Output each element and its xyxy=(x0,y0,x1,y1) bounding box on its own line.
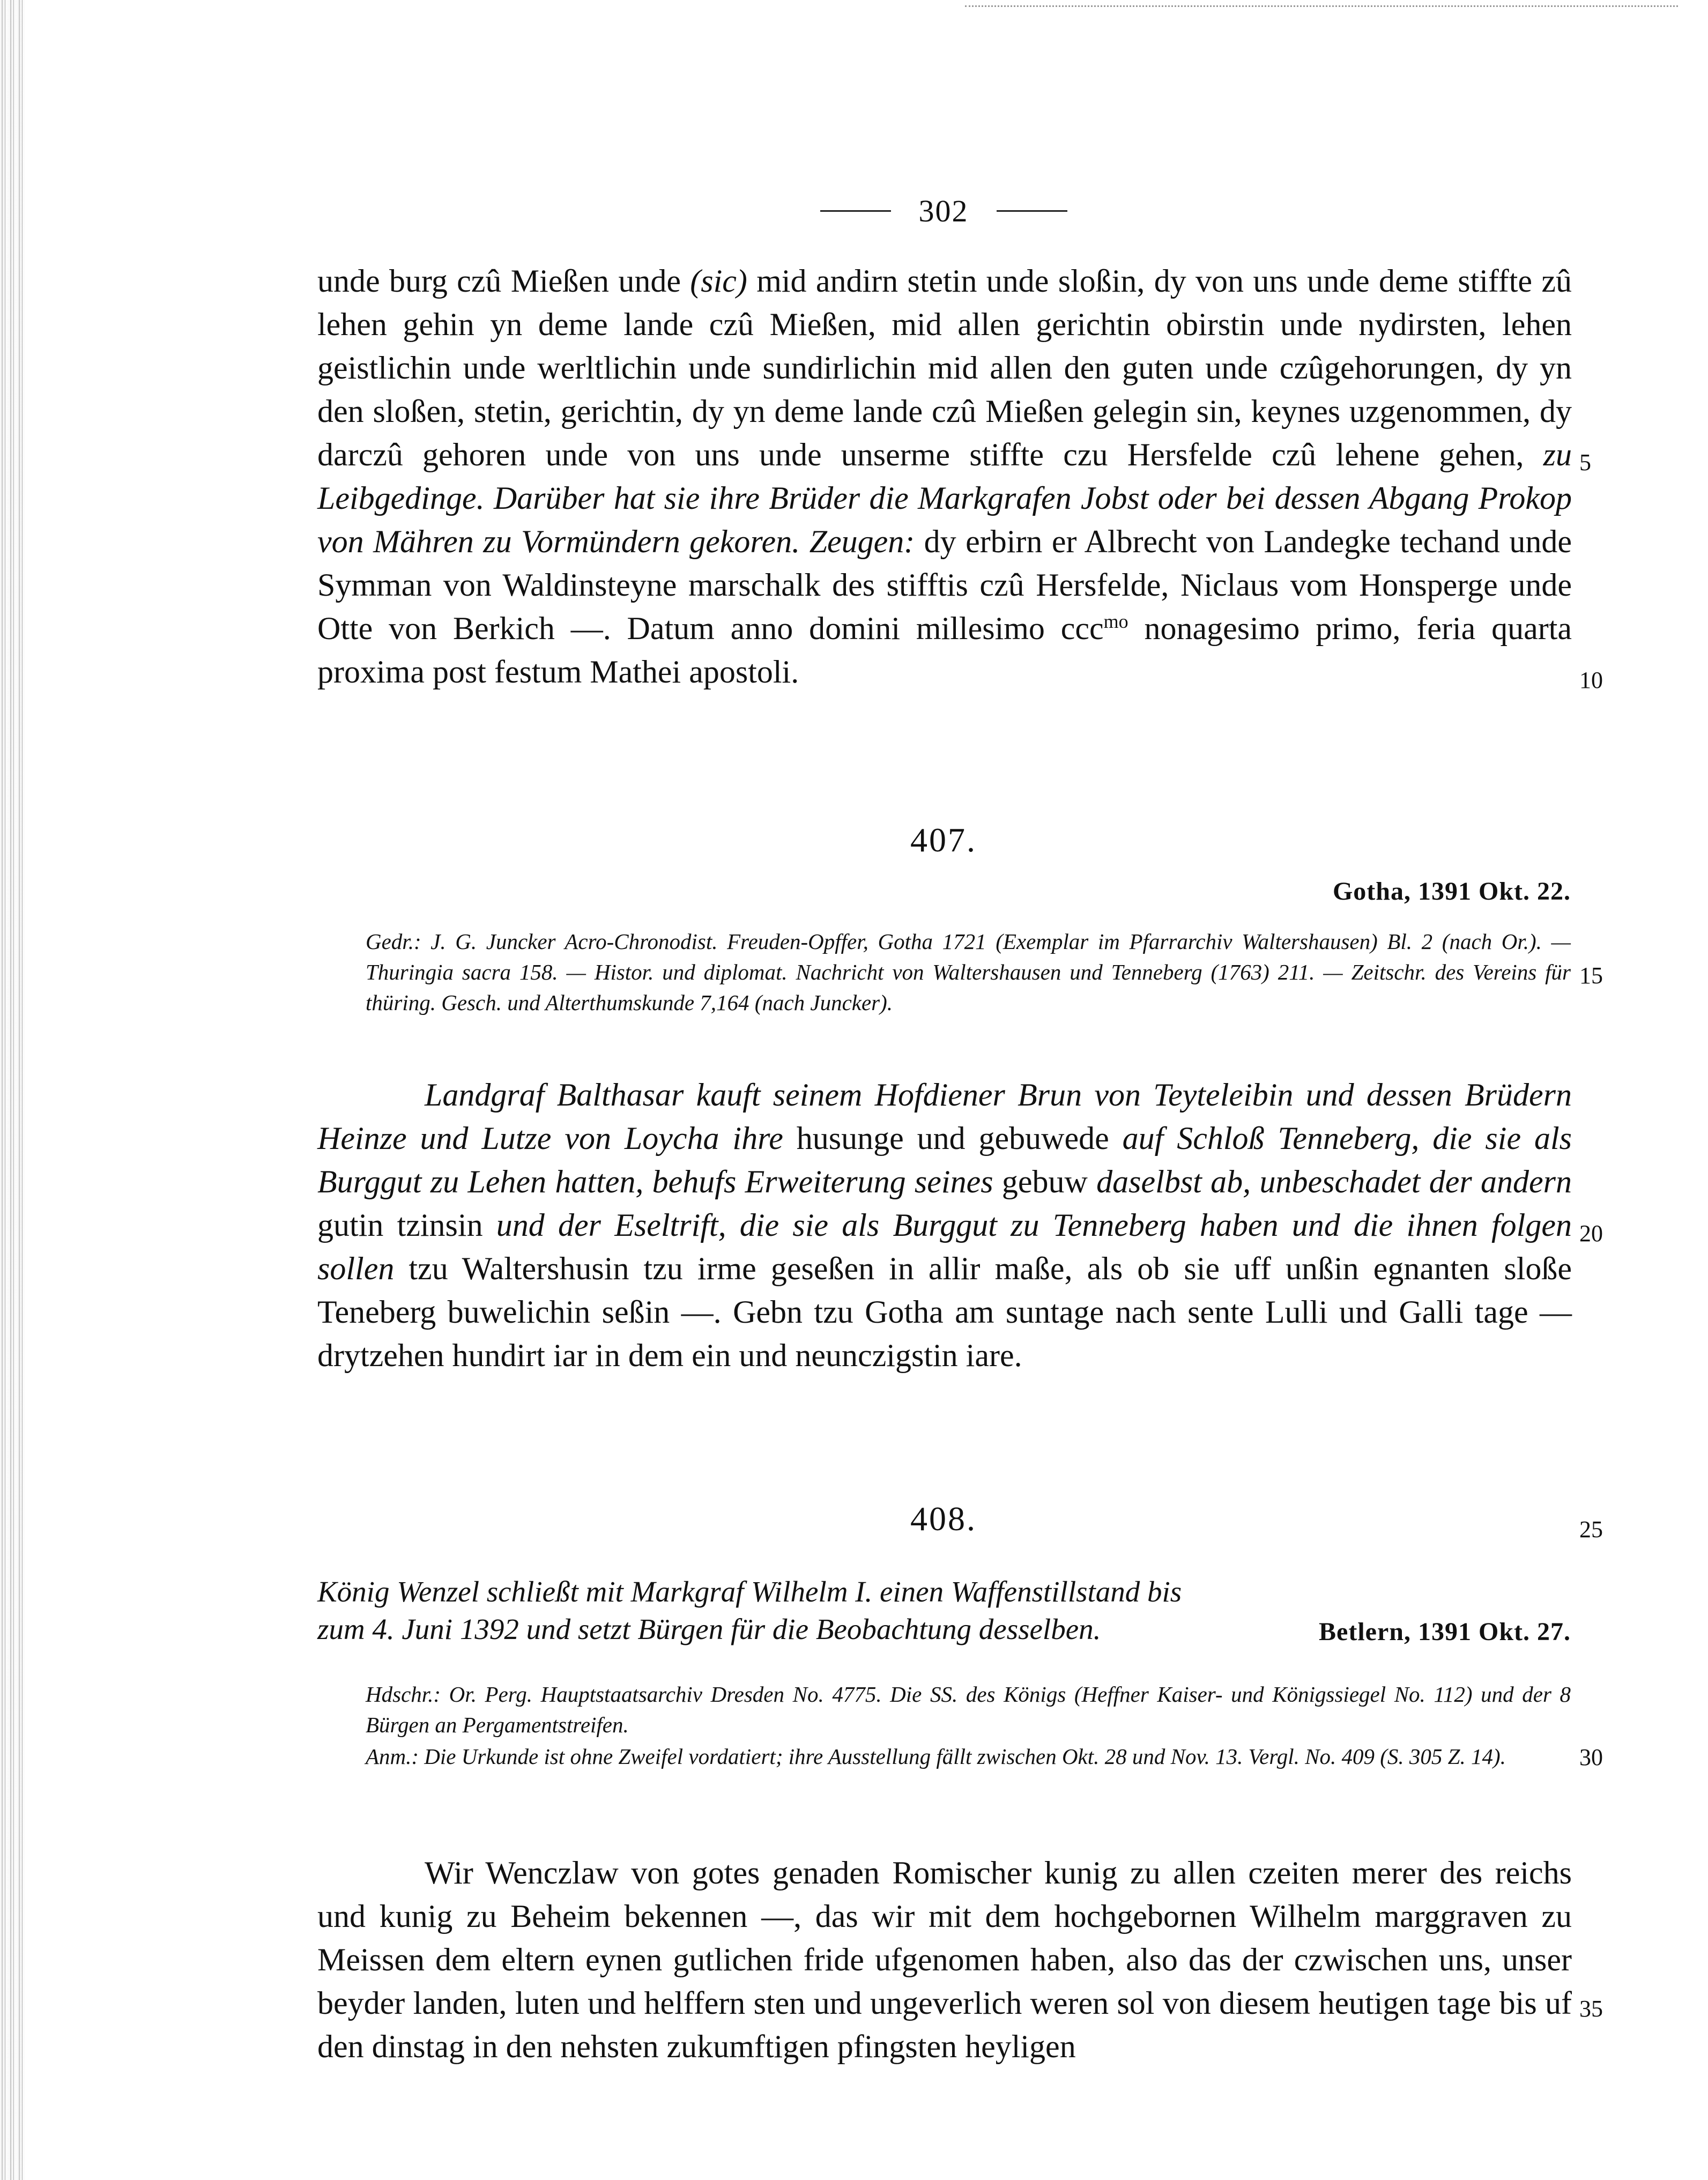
line-number-25: 25 xyxy=(1579,1516,1603,1543)
superscript-mo: mo xyxy=(1103,611,1128,632)
sic-marker: (sic) xyxy=(690,263,747,299)
header-dash-left xyxy=(820,210,891,212)
german-note-run: auf Schloß Tenneberg, die sie als Burggut zu Lehen hatten, behufs Erweiterung seines xyxy=(317,1121,1572,1199)
text-run: gutin tzinsin xyxy=(317,1207,496,1243)
german-note-run: daselbst ab, unbeschadet der andern xyxy=(1096,1164,1572,1199)
text-run: nonagesimo primo, feria quarta proxima post festum Mathei apostoli. xyxy=(317,611,1572,689)
document-number-407: 407. xyxy=(910,821,977,859)
text-run: dy erbirn er Albrecht von Landegke techand unde Symman von Waldinsteyne marschalk des stifftis czû Hersfelde, Niclaus vom Honsperge unde Otte von Berkich —. Datum anno domini millesimo ccc xyxy=(317,524,1572,646)
summary-408: König Wenzel schließt mit Markgraf Wilhelm I. einen Waffenstillstand bis zum 4. Juni 1392 und setzt Bürgen für die Beobachtung desselben. xyxy=(317,1575,1182,1645)
text-run: mid andirn stetin unde sloßin, dy von uns unde deme stiffte zû lehen gehin yn deme lande czû Mießen, mid allen gerichtin obirstin unde nydirsten, lehen geistlichin unde werltlichin unde sundirlichin mid allen den guten unde czûgehorungen, dy yn den sloßen, stetin, gerichtin, dy yn deme lande czû Mießen gelegin sin, keynes uzgenommen, dy darczû gehoren unde von uns unde unserme stiffte czu Hersfelde czû lehene gehen, xyxy=(317,263,1572,472)
body-paragraph-408: Wir Wenczlaw von gotes genaden Romischer kunig zu allen czeiten merer des reichs und kunig zu Beheim bekennen —, das wir mit dem hochgebornen Wilhelm marggraven zu Meissen dem eltern eynen gutlichen fride ufgenomen haben, also das der czwischen uns, unser beyder landen, luten und helffern sten und ungeverlich weren sol von diesem heutigen tage bis uf den dinstag in den nehsten zukumftigen pfingsten heyligen xyxy=(317,1855,1572,2064)
top-edge-rule xyxy=(965,5,1678,7)
book-binding-edge xyxy=(0,0,25,2180)
german-note-run: und der Eseltrift, die sie als Burggut zu Tenneberg haben und die ihnen folgen sollen xyxy=(317,1207,1572,1286)
text-run: husunge und gebuwede xyxy=(783,1121,1123,1156)
document-number-408: 408. xyxy=(910,1500,977,1538)
line-number-20: 20 xyxy=(1579,1220,1603,1247)
line-number-5: 5 xyxy=(1579,449,1591,476)
line-number-30: 30 xyxy=(1579,1744,1603,1770)
line-number-15: 15 xyxy=(1579,962,1603,989)
german-note-run: Landgraf Balthasar kauft seinem Hofdiener Brun von Teyteleibin und dessen Brüdern Heinze und Lutze von Loycha ihre xyxy=(317,1077,1572,1156)
place-date-407: Gotha, 1391 Okt. 22. xyxy=(1332,877,1571,906)
page-number: 302 xyxy=(918,193,969,228)
continuation-paragraph xyxy=(317,259,1572,694)
german-note-run: zu Leibgedinge. Darüber hat sie ihre Brüder die Markgrafen Jobst oder bei dessen Abgang Prokop von Mähren zu Vormündern gekoren. Zeugen: xyxy=(317,437,1572,559)
manuscript-note-408: Hdschr.: Or. Perg. Hauptstaatsarchiv Dresden No. 4775. Die SS. des Königs (Heffner Kaiser- und Königssiegel No. 112) und der 8 Bürgen an Pergamentstreifen. xyxy=(366,1682,1571,1737)
print-note-407: Gedr.: J. G. Juncker Acro-Chronodist. Freuden-Opffer, Gotha 1721 (Exemplar im Pfarrarchiv Waltershausen) Bl. 2 (nach Or.). — Thuringia sacra 158. — Histor. und diplomat. Nachricht von Waltershausen und Tenneberg (1763) 211. — Zeitschr. des Vereins für thüring. Gesch. und Alterthumskunde 7,164 (nach Juncker). xyxy=(366,929,1571,1015)
page-header xyxy=(793,187,1094,235)
text-run: gebuw xyxy=(993,1164,1097,1199)
place-date-408: Betlern, 1391 Okt. 27. xyxy=(1319,1618,1571,1646)
line-number-35: 35 xyxy=(1579,1996,1603,2022)
body-paragraph-407 xyxy=(317,1073,1572,1377)
header-dash-right xyxy=(997,210,1067,212)
annotation-408: Anm.: Die Urkunde ist ohne Zweifel vordatiert; ihre Ausstellung fällt zwischen Okt. 28 und Nov. 13. Vergl. No. 409 (S. 305 Z. 14). xyxy=(366,1744,1506,1769)
text-run: unde burg czû Mießen unde xyxy=(317,263,690,299)
text-run: tzu Waltershusin tzu irme geseßen in allir maße, als ob sie uff unßin egnanten sloße Teneberg buwelichin seßin —. Gebn tzu Gotha am suntage nach sente Lulli und Galli tage — drytzehen hundirt iar in dem ein und neunczigstin iare. xyxy=(317,1251,1572,1373)
line-number-10: 10 xyxy=(1579,667,1603,693)
